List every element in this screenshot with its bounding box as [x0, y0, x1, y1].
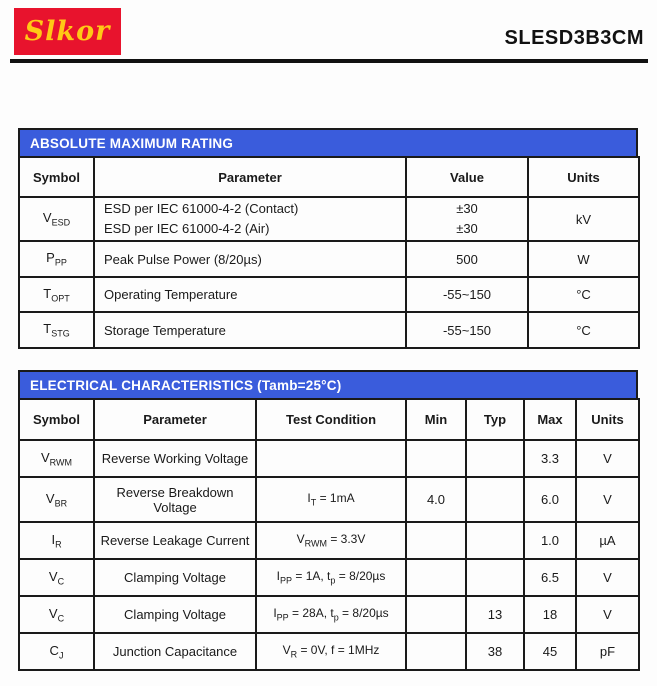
header-divider: [10, 59, 648, 63]
parameter-cell: Peak Pulse Power (8/20µs): [94, 241, 406, 277]
units-cell: V: [576, 440, 639, 477]
min-cell: 4.0: [406, 477, 466, 522]
value-cell: -55~150: [406, 277, 528, 312]
symbol-cell: $V_{ESD}$: [19, 197, 94, 241]
max-cell: 18: [524, 596, 576, 633]
symbol-cell: $T_{STG}$: [19, 312, 94, 348]
col-header-min: Min: [406, 399, 466, 440]
min-cell: [406, 522, 466, 559]
symbol-cell: $V_{BR}$: [19, 477, 94, 522]
parameter-cell: Clamping Voltage: [94, 596, 256, 633]
units-cell: µA: [576, 522, 639, 559]
units-cell: pF: [576, 633, 639, 670]
col-header-parameter: Parameter: [94, 399, 256, 440]
electrical-characteristics-table: [18, 398, 640, 671]
col-header-typ: Typ: [466, 399, 524, 440]
test-condition-cell: $V_{RWM} = 3.3V$: [256, 522, 406, 559]
absolute-maximum-rating-section: [18, 128, 638, 349]
parameter-cell: Reverse Breakdown Voltage: [94, 477, 256, 522]
symbol-cell: $V_C$: [19, 596, 94, 633]
units-cell: V: [576, 559, 639, 596]
units-cell: kV: [528, 197, 639, 241]
table-title: ELECTRICAL CHARACTERISTICS (Tamb=25°C): [18, 370, 638, 398]
col-header-parameter: Parameter: [94, 157, 406, 197]
col-header-symbol: Symbol: [19, 157, 94, 197]
symbol-cell: $V_{RWM}$: [19, 440, 94, 477]
parameter-cell: Operating Temperature: [94, 277, 406, 312]
table-row: [19, 477, 639, 522]
test-condition-cell: $I_T = 1mA$: [256, 477, 406, 522]
units-cell: W: [528, 241, 639, 277]
test-condition-cell: $V_R = 0V$, f = 1MHz: [256, 633, 406, 670]
col-header-value: Value: [406, 157, 528, 197]
col-header-test-condition: Test Condition: [256, 399, 406, 440]
symbol-cell: $I_R$: [19, 522, 94, 559]
units-cell: °C: [528, 277, 639, 312]
typ-cell: [466, 477, 524, 522]
test-condition-cell: [256, 440, 406, 477]
table-row: [19, 241, 639, 277]
typ-cell: 38: [466, 633, 524, 670]
value-cell: ±30 ±30: [406, 197, 528, 241]
parameter-cell: Reverse Working Voltage: [94, 440, 256, 477]
typ-cell: [466, 440, 524, 477]
absolute-maximum-rating-table: [18, 156, 640, 349]
units-cell: V: [576, 596, 639, 633]
symbol-cell: $C_J$: [19, 633, 94, 670]
col-header-units: Units: [528, 157, 639, 197]
symbol-cell: $V_C$: [19, 559, 94, 596]
min-cell: [406, 633, 466, 670]
typ-cell: [466, 522, 524, 559]
table-row: [19, 277, 639, 312]
table-title: ABSOLUTE MAXIMUM RATING: [18, 128, 638, 156]
min-cell: [406, 596, 466, 633]
max-cell: 3.3: [524, 440, 576, 477]
part-number-title: SLESD3B3CM: [504, 27, 644, 49]
page-header: [0, 0, 657, 63]
test-condition-cell: $I_{PP} = 28A$, $t_p = 8/20\mu s$: [256, 596, 406, 633]
units-cell: V: [576, 477, 639, 522]
value-cell: 500: [406, 241, 528, 277]
units-cell: °C: [528, 312, 639, 348]
table-row: [19, 633, 639, 670]
parameter-cell: Junction Capacitance: [94, 633, 256, 670]
parameter-cell: Clamping Voltage: [94, 559, 256, 596]
brand-logo: [14, 8, 121, 55]
max-cell: 45: [524, 633, 576, 670]
symbol-cell: $T_{OPT}$: [19, 277, 94, 312]
table-row: [19, 522, 639, 559]
parameter-cell: Reverse Leakage Current: [94, 522, 256, 559]
table-row: [19, 440, 639, 477]
col-header-symbol: Symbol: [19, 399, 94, 440]
col-header-units: Units: [576, 399, 639, 440]
table-row: [19, 197, 639, 241]
parameter-cell: Storage Temperature: [94, 312, 406, 348]
col-header-max: Max: [524, 399, 576, 440]
test-condition-cell: $I_{PP} = 1A$, $t_p = 8/20\mu s$: [256, 559, 406, 596]
max-cell: 6.5: [524, 559, 576, 596]
brand-logo-text: Slkor: [24, 16, 111, 47]
electrical-characteristics-section: [18, 370, 638, 671]
table-row: [19, 312, 639, 348]
min-cell: [406, 559, 466, 596]
parameter-cell: ESD per IEC 61000-4-2 (Contact) ESD per IEC 61000-4-2 (Air): [94, 197, 406, 241]
min-cell: [406, 440, 466, 477]
table-row: [19, 596, 639, 633]
max-cell: 6.0: [524, 477, 576, 522]
table-header-row: [19, 399, 639, 440]
max-cell: 1.0: [524, 522, 576, 559]
typ-cell: [466, 559, 524, 596]
typ-cell: 13: [466, 596, 524, 633]
value-cell: -55~150: [406, 312, 528, 348]
table-header-row: [19, 157, 639, 197]
symbol-cell: $P_{PP}$: [19, 241, 94, 277]
table-row: [19, 559, 639, 596]
